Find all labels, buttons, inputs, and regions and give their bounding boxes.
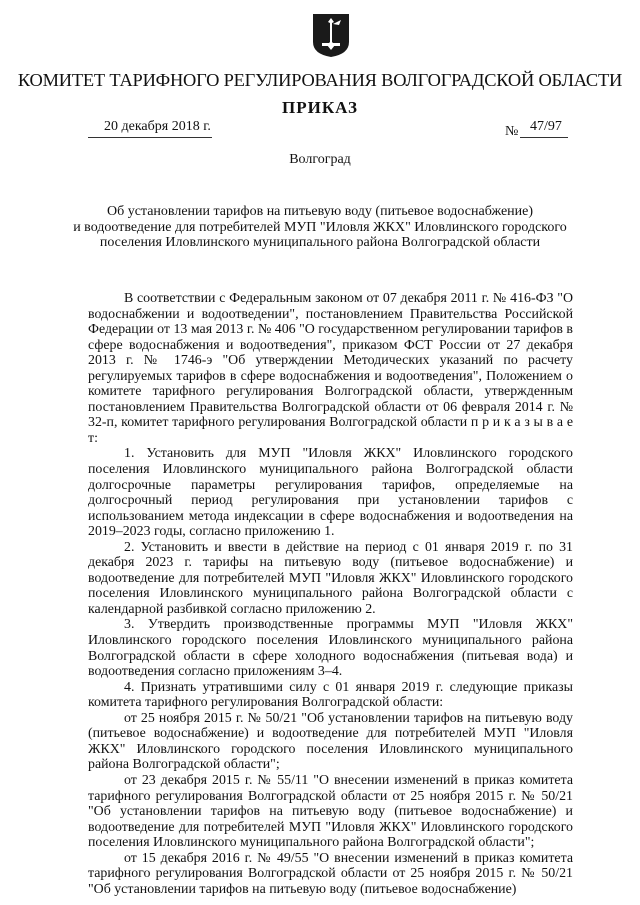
order-subject	[70, 204, 570, 251]
subject-line: поселения Иловлинского муниципального района Волгоградской области	[99, 235, 541, 251]
document-type: ПРИКАЗ	[282, 98, 358, 117]
order-body	[88, 291, 573, 897]
committee-name: КОМИТЕТ ТАРИФНОГО РЕГУЛИРОВАНИЯ ВОЛГОГРАДСКОЙ ОБЛАСТИ	[17, 70, 623, 90]
number-underline	[520, 137, 568, 138]
clause-paragraph: 4. Признать утратившими силу с 01 января 2019 г. следующие приказы комитета тарифного регулирования Волгоградской области:	[88, 679, 573, 711]
order-number: 47/97	[530, 119, 562, 134]
repealed-order-item: от 25 ноября 2015 г. № 50/21 "Об установлении тарифов на питьевую воду (питьевое водоснабжение) и водоотведение для потребителей МУП "Иловля ЖКХ" Иловлинского городского поселения Иловлинского муниципального района Волгоградской области";	[88, 710, 573, 773]
subject-line: и водоотведение для потребителей МУП "Иловля ЖКХ" Иловлинского городского	[73, 219, 567, 235]
preamble-paragraph: В соответствии с Федеральным законом от 07 декабря 2011 г. № 416-ФЗ "О водоснабжении и водоотведении", постановлением Правительства Российской Федерации от 13 мая 2013 г. № 406 "О государственном регулировании тарифов в сфере водоснабжения и водоотведения", приказом ФСТ России от 27 декабря 2013 г. № 1746-э "Об утверждении Методических указаний по расчету регулируемых тарифов в сфере водоснабжения и водоотведения", Положением о комитете тарифного регулирования Волгоградской области, утвержденным постановлением Правительства Волгоградской области от 06 февраля 2014 г. № 32-п, комитет тарифного регулирования Волгоградской области п р и к а з ы в а е т:	[88, 291, 573, 446]
date-underline	[88, 137, 212, 138]
city: Волгоград	[289, 152, 351, 167]
order-date: 20 декабря 2018 г.	[104, 119, 211, 134]
clause-paragraph: 1. Установить для МУП "Иловля ЖКХ" Иловлинского городского поселения Иловлинского муниципального района Волгоградской области долгосрочные параметры регулирования тарифов, определяемые на долгосрочный период регулирования при установлении тарифов с использованием метода индексации в сфере водоснабжения и водоотведения на 2019–2023 годы, согласно приложению 1.	[88, 446, 573, 540]
repealed-order-item: от 23 декабря 2015 г. № 55/11 "О внесении изменений в приказ комитета тарифного регулирования Волгоградской области от 25 ноября 2015 г. № 50/21 "Об установлении тарифов на питьевую воду (питьевое водоснабжение) и водоотведение для потребителей МУП "Иловля ЖКХ" Иловлинского городского поселения Иловлинского муниципального района Волгоградской области";	[88, 772, 573, 851]
volgograd-coat-of-arms-icon	[311, 12, 351, 58]
clause-paragraph: 2. Установить и ввести в действие на период с 01 января 2019 г. по 31 декабря 2023 г. тарифы на питьевую воду (питьевое водоснабжение) и водоотведение для потребителей МУП "Иловля ЖКХ" Иловлинского городского поселения Иловлинского муниципального района Волгоградской области с календарной разбивкой согласно приложению 2.	[88, 539, 573, 617]
subject-line: Об установлении тарифов на питьевую воду (питьевое водоснабжение)	[106, 204, 534, 219]
number-sign: №	[505, 124, 519, 139]
clause-paragraph: 3. Утвердить производственные программы МУП "Иловля ЖКХ" Иловлинского городского поселения Иловлинского муниципального района Волгоградской области в сфере холодного водоснабжения (питьевая вода) и водоотведения согласно приложениям 3–4.	[88, 617, 573, 680]
repealed-order-item: от 15 декабря 2016 г. № 49/55 "О внесении изменений в приказ комитета тарифного регулирования Волгоградской области от 25 ноября 2015 г. № 50/21 "Об установлении тарифов на питьевую воду (питьевое водоснабжение)	[88, 850, 573, 897]
